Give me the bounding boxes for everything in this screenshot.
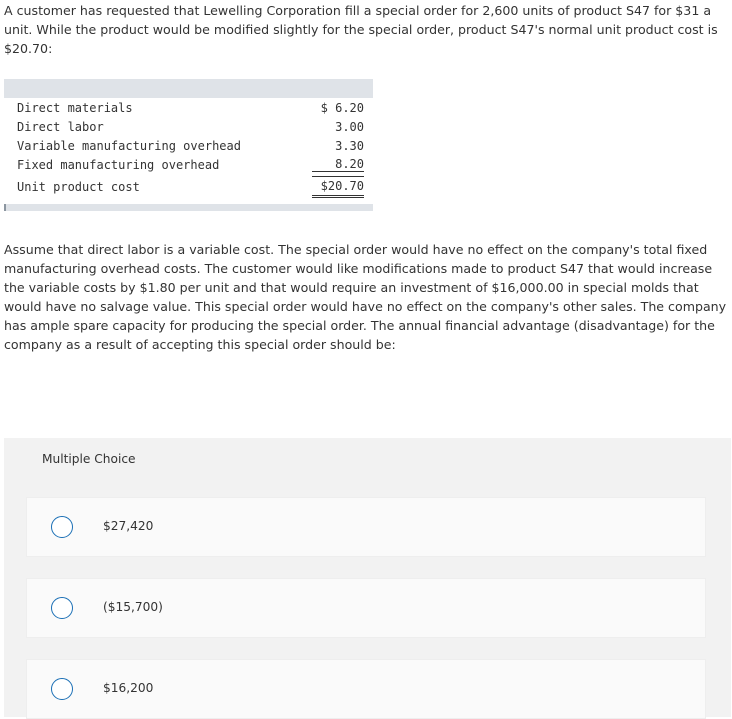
- table-row: [4, 136, 373, 155]
- total-label: Unit product cost: [17, 180, 140, 194]
- table-header-bar: [4, 79, 373, 98]
- row-amount: 8.20: [312, 157, 364, 172]
- table-total-row: [4, 176, 373, 198]
- choice-label: $16,200: [103, 681, 154, 695]
- radio-button-icon[interactable]: [51, 678, 73, 700]
- question-text: Assume that direct labor is a variable cost. The special order would have no effect on the company's total fixed manufacturing overhead costs. The customer would like modifications made to product S47 that would increase the variable costs by $1.80 per unit and that would require an investment of $16,000.00 in special molds that would have no salvage value. This special order would have no effect on the company's other sales. The company has ample spare capacity for producing the special order. The annual financial advantage (disadvantage) for the company as a result of accepting this special order should be:: [4, 242, 727, 352]
- row-label: Variable manufacturing overhead: [17, 138, 241, 153]
- cost-table: [4, 79, 373, 211]
- table-row: [4, 98, 373, 117]
- row-label: Direct labor: [17, 119, 104, 134]
- row-label: Direct materials: [17, 100, 133, 115]
- choice-option[interactable]: [26, 497, 706, 557]
- multiple-choice-title: Multiple Choice: [42, 452, 136, 466]
- table-row: [4, 117, 373, 136]
- row-amount: 3.00: [335, 119, 364, 134]
- choice-label: $27,420: [103, 519, 154, 533]
- multiple-choice-panel: [4, 438, 731, 717]
- row-amount: $ 6.20: [320, 100, 364, 115]
- intro-text: A customer has requested that Lewelling Corporation fill a special order for 2,600 units of product S47 for $31 a unit. While the product would be modified slightly for the special order, product S47's normal unit product cost is $20.70:: [4, 3, 718, 56]
- row-label: Fixed manufacturing overhead: [17, 157, 220, 172]
- row-amount: 3.30: [335, 138, 364, 153]
- choice-label: ($15,700): [103, 600, 163, 614]
- radio-button-icon[interactable]: [51, 516, 73, 538]
- choice-option[interactable]: [26, 659, 706, 719]
- table-footer-bar: [4, 204, 373, 211]
- choice-option[interactable]: [26, 578, 706, 638]
- table-row: [4, 155, 373, 174]
- radio-button-icon[interactable]: [51, 597, 73, 619]
- total-amount: $20.70: [312, 176, 364, 198]
